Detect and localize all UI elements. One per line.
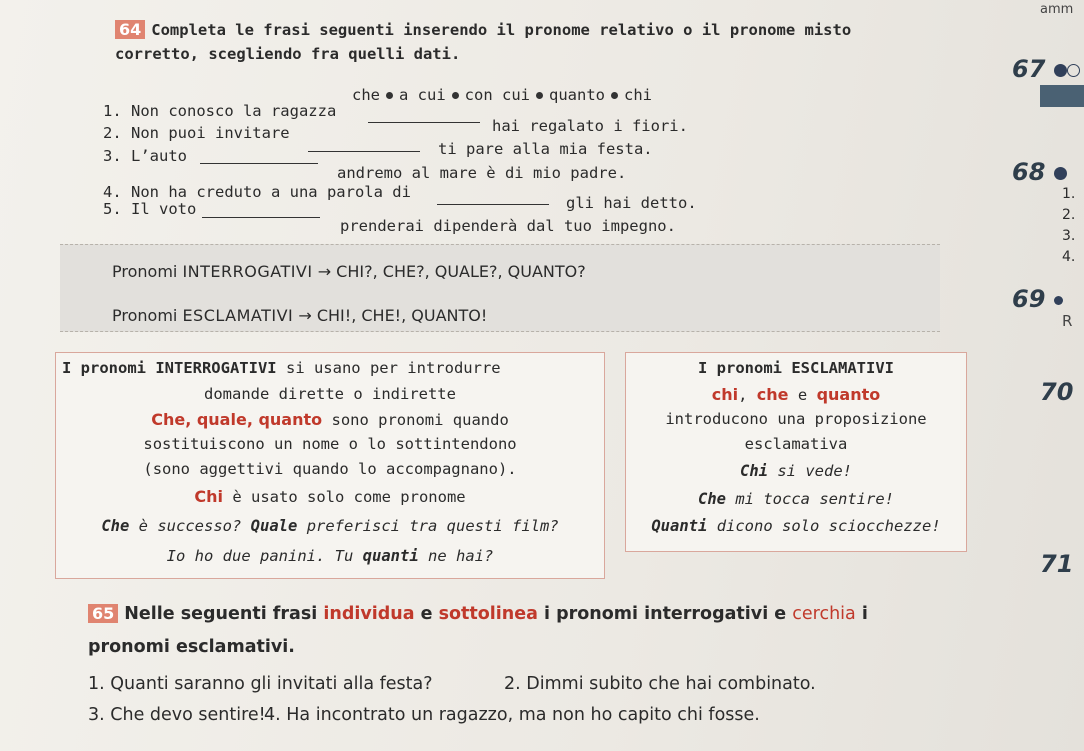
che-quale-quanto: Che, quale, quanto: [151, 410, 323, 429]
answer-blank-2[interactable]: [308, 139, 420, 152]
exclamative-pronouns-line: [112, 306, 487, 325]
sentence-3-end: andremo al mare è di mio padre.: [337, 164, 627, 182]
label: Pronomi: [112, 262, 178, 281]
bullet-icon: [536, 92, 543, 99]
text: e: [420, 604, 433, 624]
bold: Chi: [740, 462, 768, 480]
right-box-example3: [626, 517, 966, 535]
che: che: [756, 385, 789, 404]
bold: Che: [698, 490, 726, 508]
margin-item-2: 2.: [1062, 207, 1076, 223]
answer-blank-5[interactable]: [202, 205, 320, 218]
left-box-example1: [56, 517, 604, 535]
margin-item-4: 4.: [1062, 249, 1076, 265]
bullet-icon: [386, 92, 393, 99]
option-quanto: quanto: [549, 86, 605, 104]
corner-text: amm: [1040, 2, 1074, 17]
individua: individua: [323, 604, 415, 624]
margin-number-67: [1012, 55, 1080, 83]
instruction-text: Completa le frasi seguenti inserendo il pronome relativo o il pronome misto: [151, 21, 852, 39]
sep: ,: [738, 386, 748, 404]
difficulty-dot-icon: [1054, 64, 1067, 77]
exercise-65-instruction-line1: [88, 604, 868, 624]
bold: Che: [101, 517, 130, 535]
bold: quanti: [362, 547, 419, 565]
right-box-example2: [626, 490, 966, 508]
bold: Quanti: [651, 517, 708, 535]
margin-number-69: [1012, 285, 1063, 313]
interrogative-info-box: [55, 352, 605, 579]
number: 68: [1012, 158, 1046, 186]
sentence-4-end: gli hai detto.: [566, 194, 697, 212]
text: è usato solo come pronome: [232, 488, 466, 506]
interrogative-pronouns-line: [112, 262, 586, 281]
left-box-line3: [56, 410, 604, 429]
bullet-icon: [611, 92, 618, 99]
text: i: [861, 604, 868, 624]
text: ne hai?: [428, 547, 494, 565]
option-chi: chi: [624, 86, 652, 104]
text: è successo?: [138, 517, 242, 535]
esclamativi-list: → CHI!, CHE!, QUANTO!: [298, 306, 488, 325]
chi: Chi: [194, 487, 223, 506]
margin-letter: R: [1062, 312, 1073, 330]
margin-number-68: [1012, 158, 1067, 186]
exercise-64-number: 64: [115, 20, 145, 39]
option-a-cui: a cui: [399, 86, 446, 104]
bullet-icon: [452, 92, 459, 99]
exercise-65-number: 65: [88, 604, 118, 623]
number: 67: [1012, 55, 1046, 83]
answer-blank-1[interactable]: [368, 110, 480, 123]
sentence-1-start: 1. Non conosco la ragazza: [103, 102, 337, 120]
left-box-title: [62, 359, 501, 377]
left-box-example2: [56, 547, 604, 565]
text: Nelle seguenti frasi: [124, 604, 318, 624]
text: sono pronomi quando: [331, 411, 509, 429]
option-che: che: [352, 86, 380, 104]
exercise-64-instruction-line1: [115, 20, 851, 39]
right-box-example1: [626, 462, 966, 480]
difficulty-dot-icon: [1054, 296, 1063, 305]
left-box-line5: (sono aggettivi quando lo accompagnano).: [143, 460, 517, 478]
text: mi tocca sentire!: [735, 490, 894, 508]
right-box-line3: introducono una proposizione: [665, 410, 927, 428]
exercise-64-instruction-line2: corretto, scegliendo fra quelli dati.: [115, 45, 461, 63]
right-box-line4: esclamativa: [744, 435, 848, 453]
sentence-2-start: 2. Non puoi invitare: [103, 124, 290, 142]
cerchia: cerchia: [792, 604, 856, 624]
right-box-line2: [626, 385, 966, 404]
number: 69: [1012, 285, 1046, 313]
sottolinea: sottolinea: [438, 604, 538, 624]
answer-blank-3[interactable]: [200, 151, 318, 164]
sentence-5-start: 5. Il voto: [103, 200, 197, 218]
text: dicono solo sciocchezze!: [716, 517, 941, 535]
exercise-65-sentence-2: 2. Dimmi subito che hai combinato.: [504, 674, 816, 694]
text: i pronomi interrogativi e: [544, 604, 787, 624]
sentence-4-start: 4. Non ha creduto a una parola di: [103, 183, 411, 201]
exercise-65-sentence-1: 1. Quanti saranno gli invitati alla festa?: [88, 674, 433, 694]
sentence-5-end: prenderai dipenderà dal tuo impegno.: [340, 217, 676, 235]
answer-blank-4[interactable]: [437, 192, 549, 205]
difficulty-dot-icon: [1054, 167, 1067, 180]
label: Pronomi: [112, 306, 178, 325]
text: Io ho due panini. Tu: [166, 547, 354, 565]
interrogativi-label: INTERROGATIVI: [182, 262, 313, 281]
quanto: quanto: [816, 385, 881, 404]
margin-item-3: 3.: [1062, 228, 1076, 244]
sentence-2-end: ti pare alla mia festa.: [438, 140, 653, 158]
text: preferisci tra questi film?: [306, 517, 559, 535]
exercise-65-instruction-line2: pronomi esclamativi.: [88, 637, 295, 657]
margin-number-70: 70: [1040, 378, 1074, 406]
margin-number-71: 71: [1040, 550, 1074, 578]
interrogativi-list: → CHI?, CHE?, QUALE?, QUANTO?: [317, 262, 586, 281]
margin-color-bar: [1040, 85, 1084, 107]
right-box-title: I pronomi ESCLAMATIVI: [698, 359, 894, 377]
options-row: [352, 86, 652, 104]
exclamative-info-box: [625, 352, 967, 552]
left-box-line6: [56, 487, 604, 506]
option-con-cui: con cui: [464, 86, 530, 104]
margin-item-1: 1.: [1062, 186, 1076, 202]
difficulty-ring-icon: [1067, 64, 1080, 77]
bold: Quale: [250, 517, 298, 535]
title-bold: I pronomi INTERROGATIVI: [62, 359, 277, 377]
text: si vede!: [777, 462, 852, 480]
left-box-line4: sostituiscono un nome o lo sottintendono: [143, 435, 517, 453]
sep: e: [797, 386, 808, 404]
esclamativi-label: ESCLAMATIVI: [182, 306, 294, 325]
exercise-65-sentence-3: 3. Che devo sentire!: [88, 705, 266, 725]
chi: chi: [711, 385, 739, 404]
title-rest: si usano per introdurre: [285, 359, 501, 377]
left-box-line2: domande dirette o indirette: [204, 385, 456, 403]
exercise-65-sentence-4: 4. Ha incontrato un ragazzo, ma non ho capito chi fosse.: [264, 705, 760, 725]
sentence-3-start: 3. L’auto: [103, 147, 187, 165]
sentence-1-end: hai regalato i fiori.: [492, 117, 688, 135]
